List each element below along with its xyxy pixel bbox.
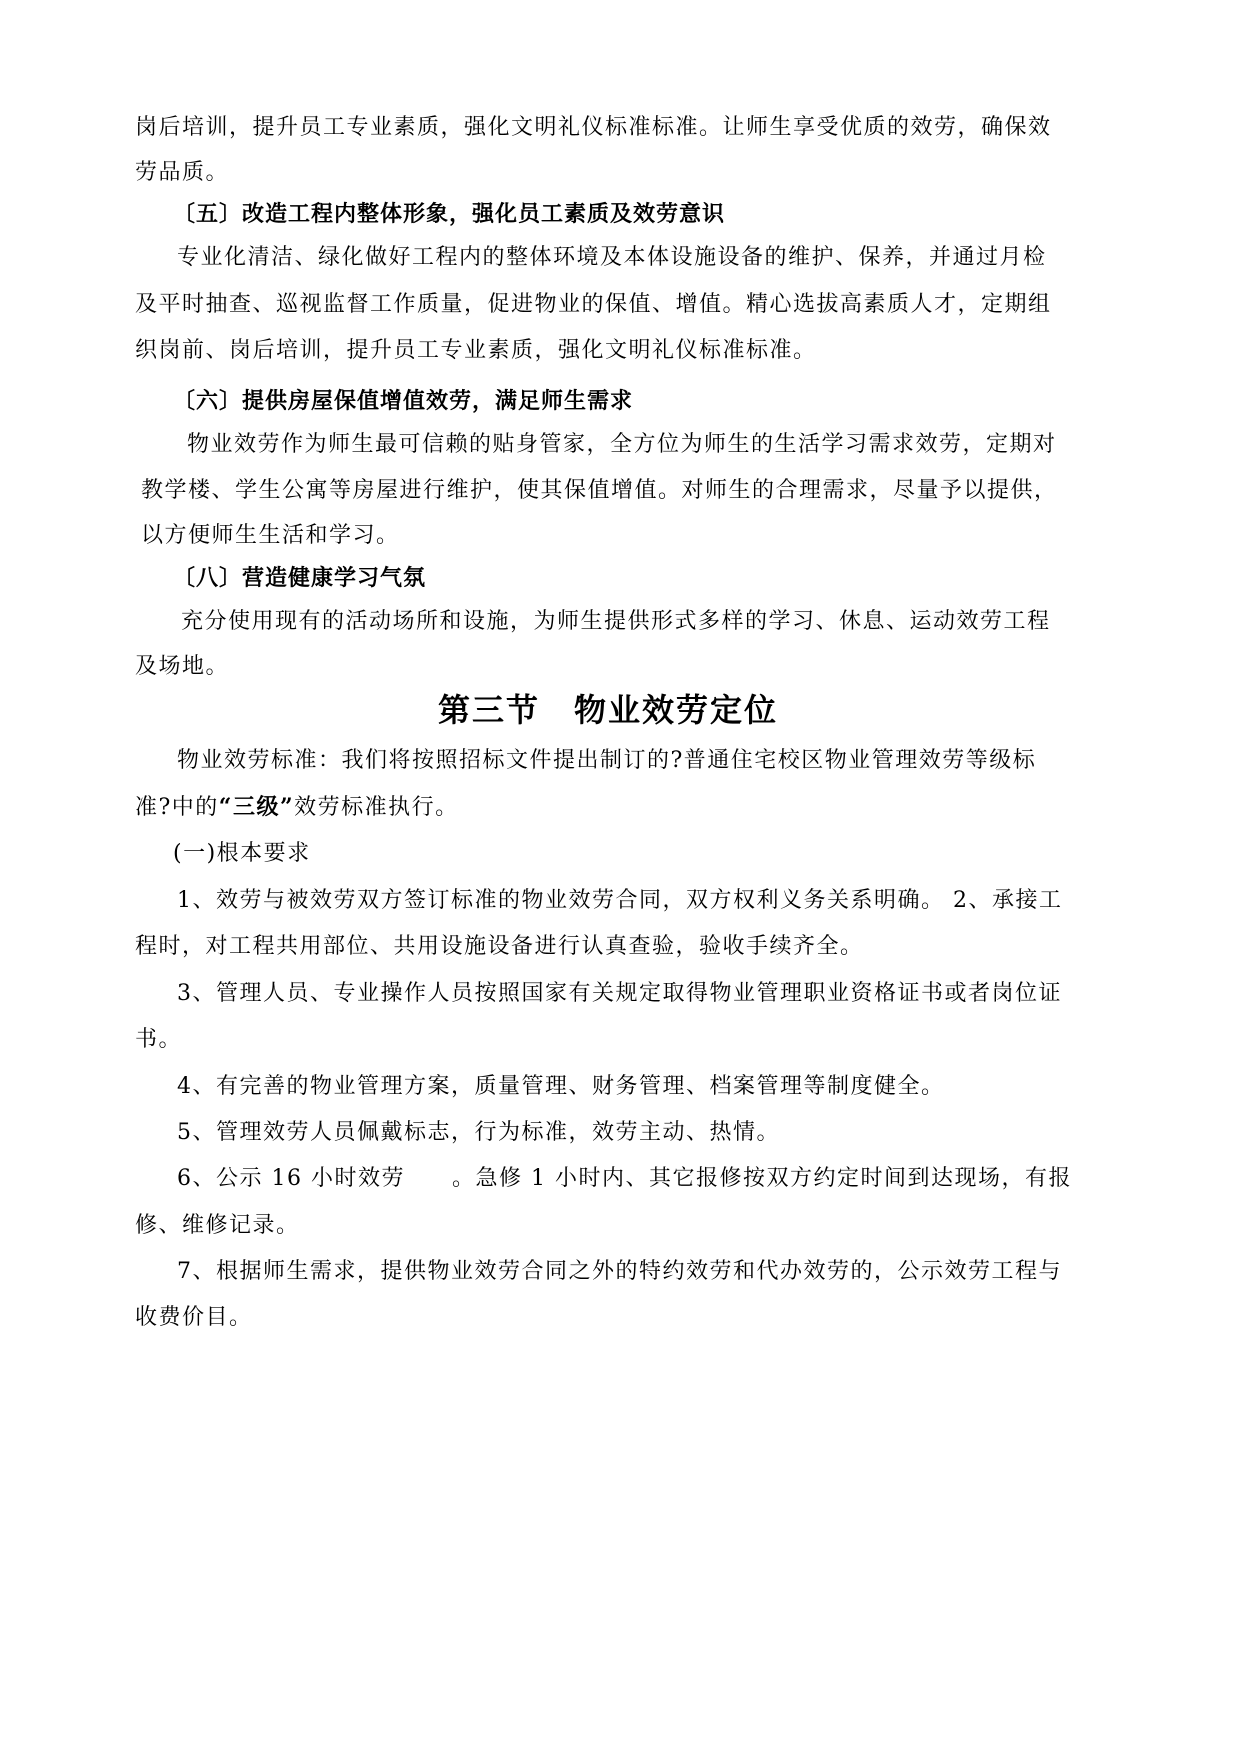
list-item: 4、有完善的物业管理方案，质量管理、财务管理、档案管理等制度健全。 — [177, 1074, 945, 1099]
list-item-continuation: 修、维修记录。 — [135, 1213, 300, 1238]
paragraph-line: 物业效劳标准：我们将按照招标文件提出制订的?普通住宅校区物业管理效劳等级标 — [177, 748, 1037, 773]
section-heading-eight: 〔八〕营造健康学习气氛 — [173, 566, 427, 591]
paragraph-line: 充分使用现有的活动场所和设施，为师生提供形式多样的学习、休息、运动效劳工程 — [181, 609, 1051, 634]
paragraph-line: 织岗前、岗后培训，提升员工专业素质，强化文明礼仪标准标准。 — [135, 338, 817, 363]
list-item: 5、管理效劳人员佩戴标志，行为标准，效劳主动、热情。 — [177, 1120, 780, 1145]
chapter-title: 第三节 物业效劳定位 — [438, 691, 779, 729]
list-item: 6、公示 16 小时效劳 。急修 1 小时内、其它报修按双方约定时间到达现场，有报 — [177, 1166, 1072, 1191]
list-item: 1、效劳与被效劳双方签订标准的物业效劳合同，双方权利义务关系明确。 2、承接工 — [177, 888, 1063, 913]
list-item-continuation: 收费价目。 — [135, 1305, 253, 1330]
list-item: 3、管理人员、专业操作人员按照国家有关规定取得物业管理职业资格证书或者岗位证 — [177, 981, 1062, 1006]
paragraph-line: 劳品质。 — [135, 160, 230, 185]
list-item-continuation: 程时，对工程共用部位、共用设施设备进行认真查验，验收手续齐全。 — [135, 934, 864, 959]
emphasis-text: “三级” — [218, 794, 295, 820]
list-item-continuation: 书。 — [135, 1027, 183, 1052]
section-heading-five: 〔五〕改造工程内整体形象，强化员工素质及效劳意识 — [173, 202, 726, 227]
paragraph-line: 及平时抽查、巡视监督工作质量，促进物业的保值、增值。精心选拔高素质人才，定期组 — [135, 292, 1052, 317]
section-heading-six: 〔六〕提供房屋保值增值效劳，满足师生需求 — [173, 389, 634, 414]
paragraph-line: 物业效劳作为师生最可信赖的贴身管家，全方位为师生的生活学习需求效劳，定期对 — [187, 432, 1057, 457]
list-item: 7、根据师生需求，提供物业效劳合同之外的特约效劳和代办效劳的，公示效劳工程与 — [177, 1259, 1062, 1284]
paragraph-line: 及场地。 — [135, 654, 230, 679]
text-fragment: 效劳标准执行。 — [294, 795, 459, 820]
paragraph-line: 教学楼、学生公寓等房屋进行维护，使其保值增值。对师生的合理需求，尽量予以提供， — [141, 478, 1058, 503]
paragraph-line: 专业化清洁、绿化做好工程内的整体环境及本体设施设备的维护、保养，并通过月检 — [177, 245, 1047, 270]
subsection-heading: (一)根本要求 — [173, 841, 311, 866]
paragraph-line: 以方便师生生活和学习。 — [141, 523, 400, 548]
paragraph-line — [135, 792, 459, 823]
text-fragment: 准?中的 — [135, 795, 219, 820]
paragraph-line: 岗后培训，提升员工专业素质，强化文明礼仪标准标准。让师生享受优质的效劳，确保效 — [135, 115, 1052, 140]
